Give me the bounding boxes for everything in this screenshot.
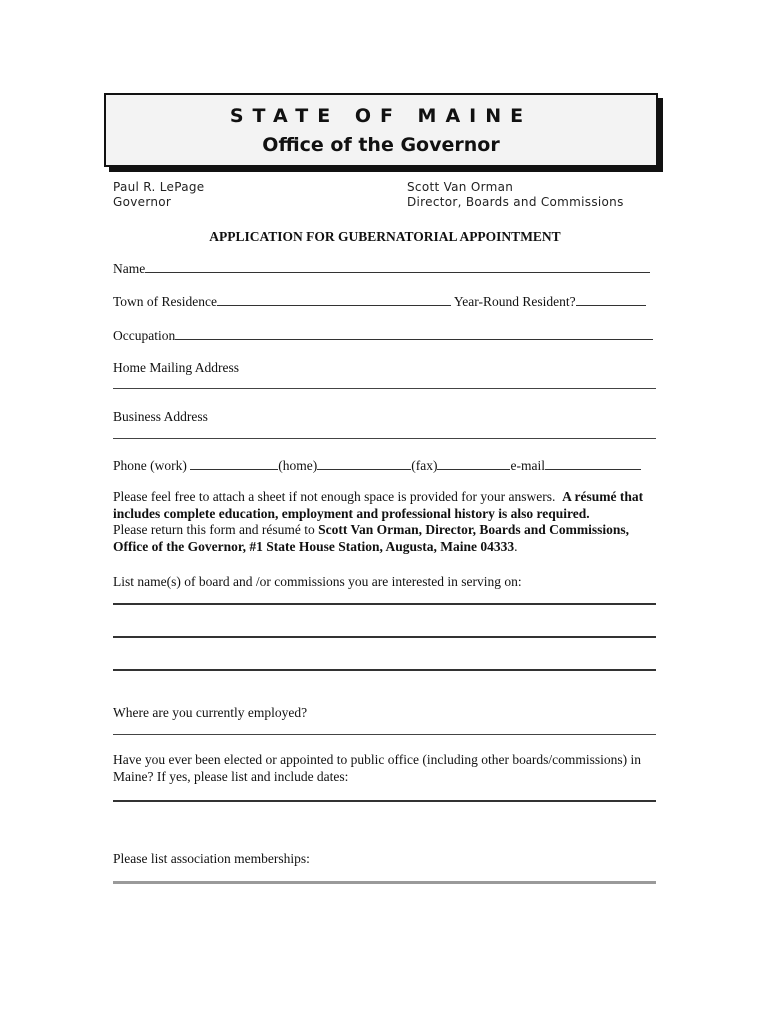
phone-home-label: (home)	[278, 458, 318, 473]
home-address-label: Home Mailing Address	[113, 360, 239, 375]
instructions-paragraph	[113, 489, 663, 555]
year-round-label: Year-Round Resident?	[453, 294, 576, 309]
instructions-resume-requirement: A résumé that includes complete education, employment and professional history is also required.	[113, 489, 644, 521]
state-title: STATE OF MAINE	[229, 105, 533, 127]
governor-title: Governor	[113, 195, 172, 209]
director-title: Director, Boards and Commissions	[407, 195, 624, 209]
name-label: Name	[113, 261, 146, 276]
director-name: Scott Van Orman	[407, 180, 514, 194]
business-address-field[interactable]	[113, 438, 656, 439]
return-address-period: .	[514, 538, 518, 554]
boards-question: List name(s) of board and /or commissions you are interested in serving on:	[113, 574, 522, 589]
letterhead-box	[104, 93, 658, 167]
name-row	[113, 260, 656, 277]
fax-label: (fax)	[411, 458, 438, 473]
employment-question: Where are you currently employed?	[113, 705, 308, 720]
instructions-text-2: Please return this form and résumé to	[113, 522, 315, 537]
return-address: Scott Van Orman, Director, Boards and Commissions, Office of the Governor, #1 State House Station, Augusta, Maine 04333	[113, 522, 629, 554]
business-address-label: Business Address	[113, 409, 208, 424]
fax-field[interactable]	[437, 457, 510, 470]
occupation-field[interactable]	[175, 327, 653, 340]
employment-answer-line[interactable]	[113, 734, 656, 735]
public-office-answer-line[interactable]	[113, 800, 656, 802]
phone-work-label: Phone (work)	[113, 458, 187, 473]
email-label: e-mail	[510, 458, 545, 473]
phone-home-field[interactable]	[317, 457, 411, 470]
memberships-answer-line[interactable]	[113, 881, 656, 884]
home-address-field[interactable]	[113, 388, 656, 389]
instructions-text-1: Please feel free to attach a sheet if not enough space is provided for your answers.	[113, 489, 556, 504]
director-block	[407, 180, 624, 210]
phone-row	[113, 457, 656, 474]
governor-name: Paul R. LePage	[113, 180, 205, 194]
phone-work-field[interactable]	[190, 457, 278, 470]
town-field[interactable]	[217, 293, 451, 306]
public-office-question: Have you ever been elected or appointed to public office (including other boards/commissions) in Maine? If yes, please list and include dates:	[113, 752, 641, 784]
memberships-question: Please list association memberships:	[113, 851, 310, 866]
year-round-field[interactable]	[576, 293, 646, 306]
governor-block	[113, 180, 204, 210]
boards-answer-line-2[interactable]	[113, 636, 656, 638]
form-title: APPLICATION FOR GUBERNATORIAL APPOINTMENT	[209, 229, 561, 244]
town-label: Town of Residence	[113, 294, 218, 309]
email-field[interactable]	[545, 457, 641, 470]
occupation-label: Occupation	[113, 328, 176, 343]
office-title: Office of the Governor	[262, 134, 500, 156]
town-row	[113, 293, 656, 310]
occupation-row	[113, 327, 656, 344]
name-field[interactable]	[145, 260, 650, 273]
boards-answer-line-3[interactable]	[113, 669, 656, 671]
boards-answer-line-1[interactable]	[113, 603, 656, 605]
